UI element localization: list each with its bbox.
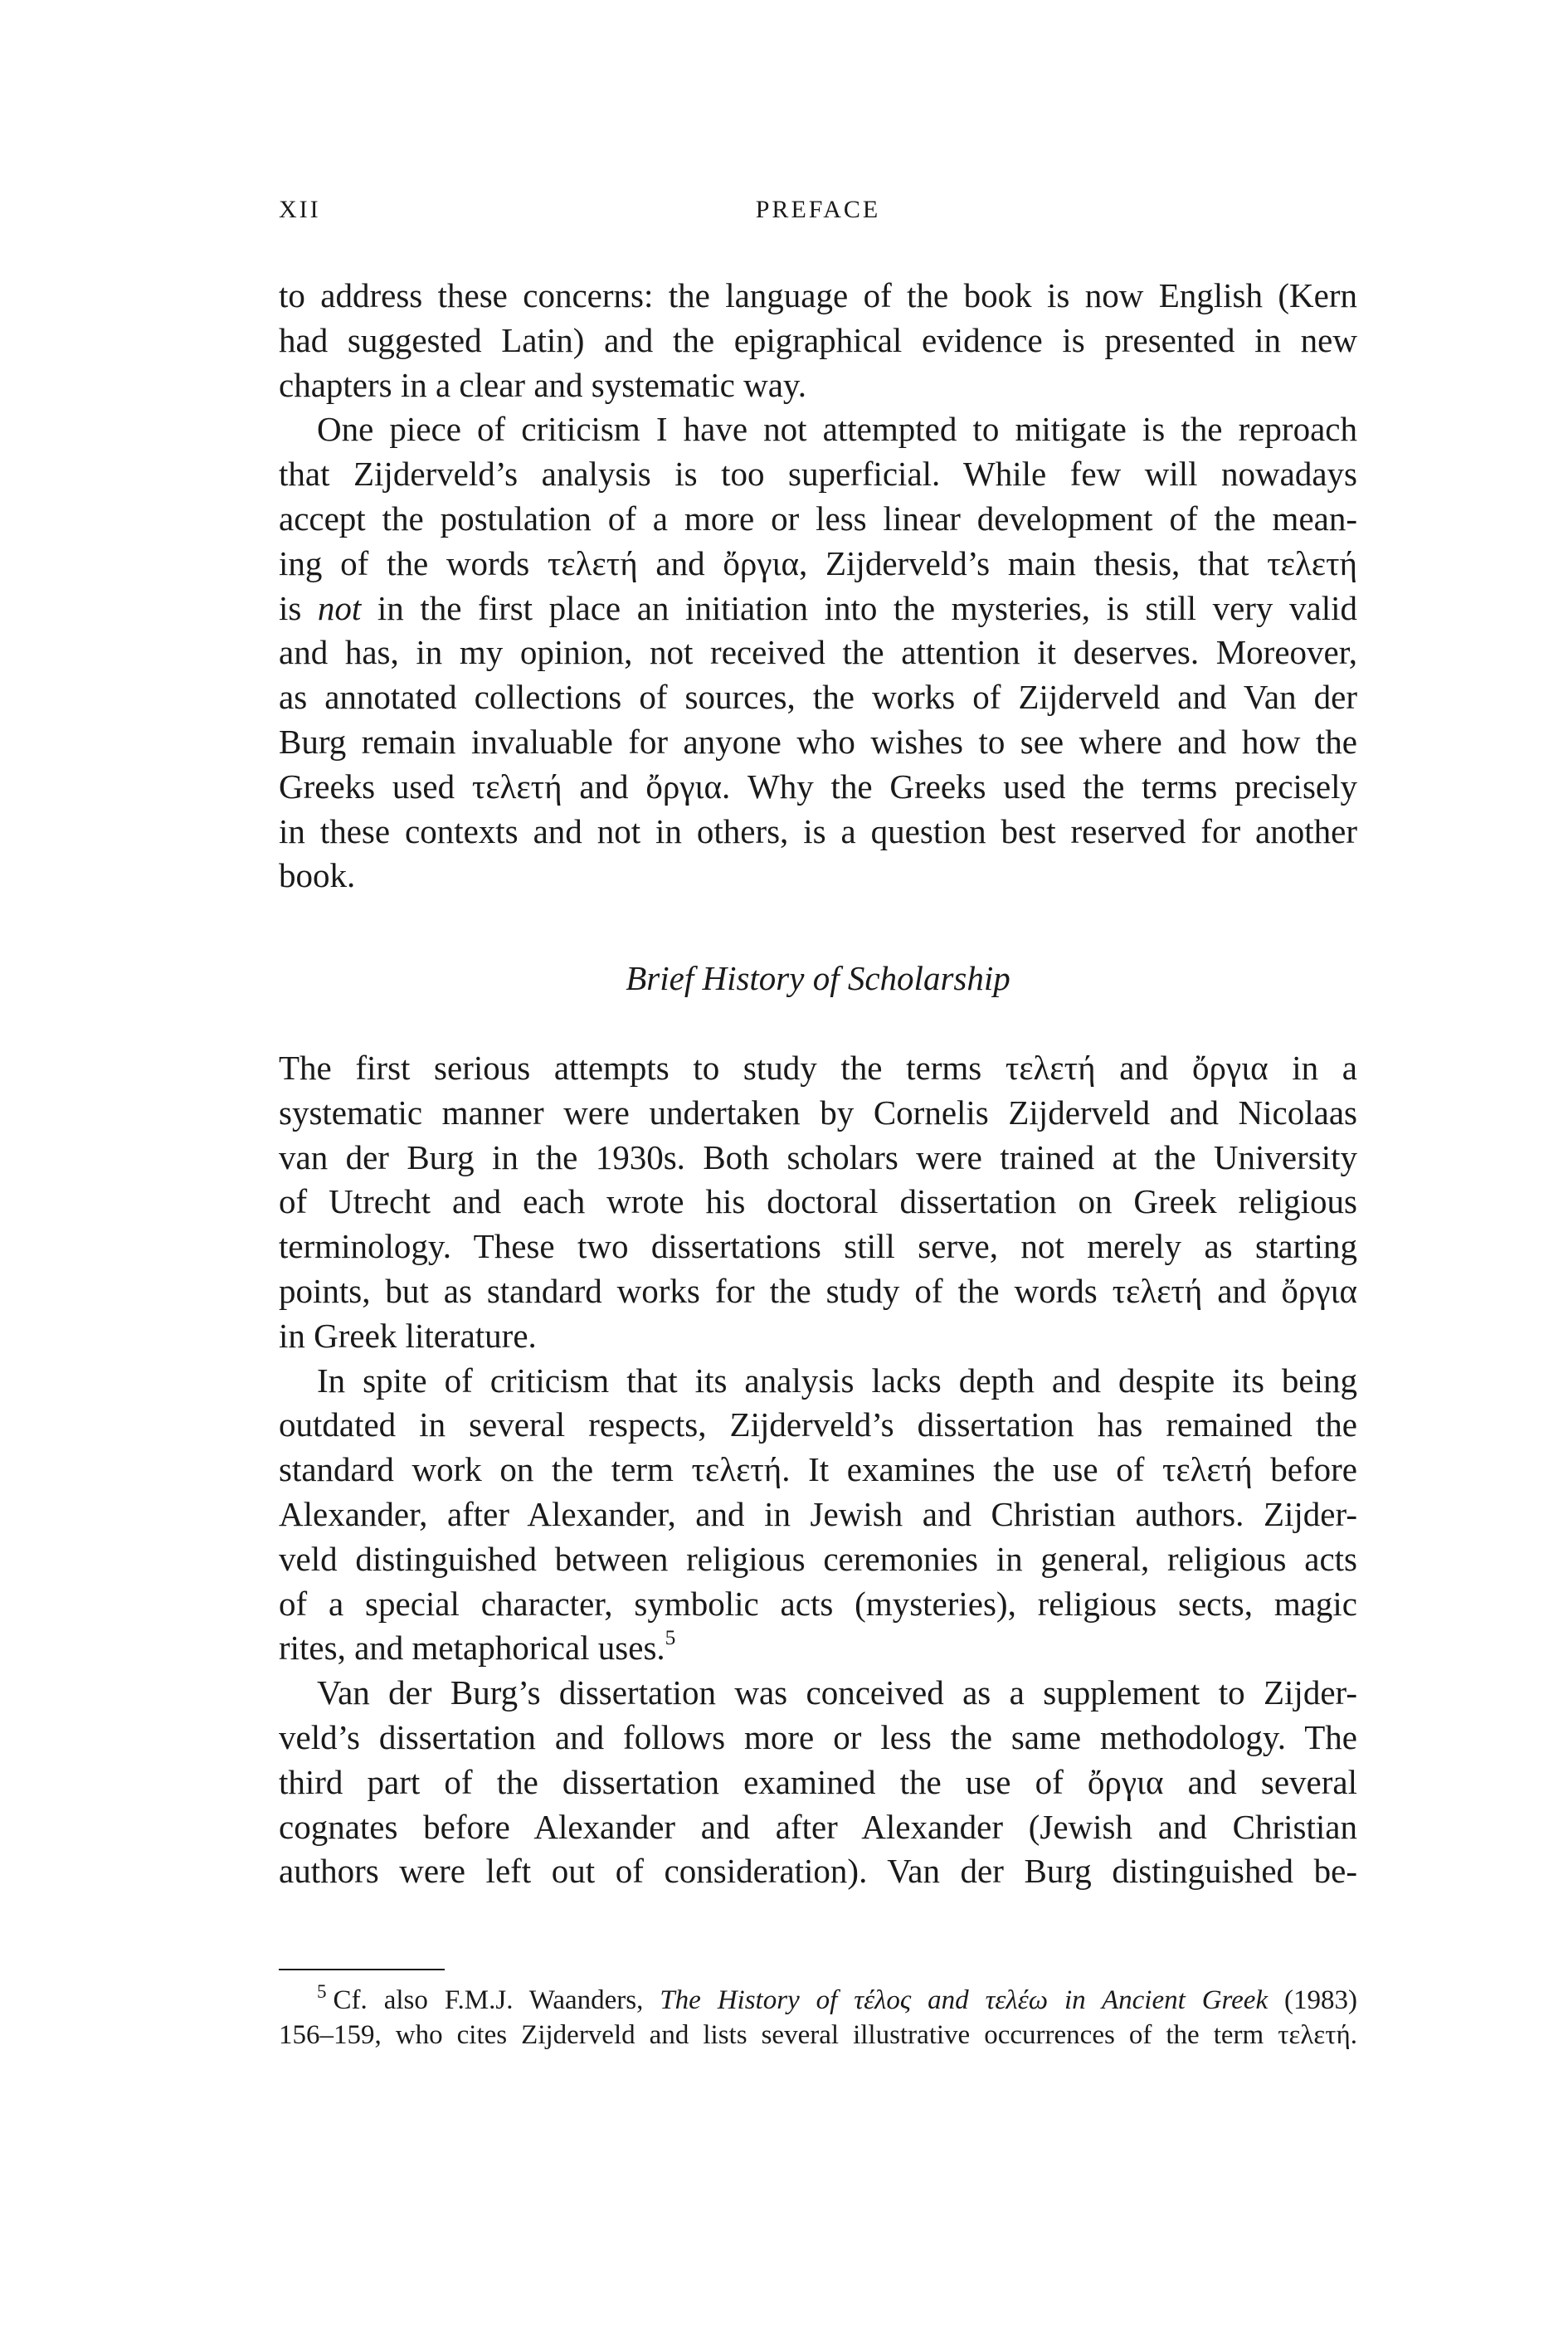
text-line: that Zijderveld’s analysis is too superficial. While few will nowadays	[279, 455, 1357, 494]
text-line-with-emphasis	[279, 587, 1357, 631]
text-line: outdated in several respects, Zijderveld’s dissertation has remained the	[279, 1405, 1357, 1444]
footnote-divider	[279, 1969, 445, 1970]
text-line: as annotated collections of sources, the works of Zijderveld and Van der	[279, 678, 1357, 717]
text-line: in these contexts and not in others, is a question best reserved for another	[279, 811, 1357, 850]
page-header	[279, 196, 1357, 237]
text-line: points, but as standard works for the study of the words τελετή and ὄργια	[279, 1271, 1357, 1310]
text-line: systematic manner were undertaken by Cornelis Zijderveld and Nicolaas	[279, 1093, 1357, 1132]
text-line: to address these concerns: the language of the book is now English (Kern	[279, 276, 1357, 314]
cited-title: The History of τέλος and τελέω in Ancient Greek	[660, 1985, 1269, 2015]
text-line: Alexander, after Alexander, and in Jewish and Christian authors. Zijder-	[279, 1494, 1357, 1533]
footnote-number: 5	[317, 1983, 327, 2003]
text-line: veld’s dissertation and follows more or less the same methodology. The	[279, 1717, 1357, 1756]
paragraph-2	[279, 407, 1357, 898]
text-line: book.	[279, 856, 356, 895]
text-line: Burg remain invaluable for anyone who wishes to see where and how the	[279, 722, 1357, 761]
text-line: In spite of criticism that its analysis lacks depth and despite its being	[317, 1361, 1357, 1400]
text-line: in Greek literature.	[279, 1316, 537, 1355]
text-line: third part of the dissertation examined the use of ὄργια and several	[279, 1762, 1357, 1801]
text-segment: Cf. also F.M.J. Waanders,	[333, 1985, 660, 2015]
text-segment: is	[279, 588, 318, 627]
text-line: Van der Burg’s dissertation was conceived as a supplement to Zijder-	[317, 1673, 1357, 1712]
footnote	[279, 1983, 1357, 2053]
paragraph-1	[279, 274, 1357, 407]
text-line: terminology. These two dissertations still serve, not merely as starting	[279, 1227, 1357, 1266]
emphasis-not: not	[317, 588, 362, 627]
text-line: of Utrecht and each wrote his doctoral dissertation on Greek religious	[279, 1182, 1357, 1221]
text-line: accept the postulation of a more or less linear development of the mean-	[279, 499, 1357, 538]
paragraph-4	[279, 1359, 1357, 1672]
paragraph-5	[279, 1671, 1357, 1894]
running-head: PREFACE	[755, 196, 881, 223]
text-line: veld distinguished between religious ceremonies in general, religious acts	[279, 1539, 1357, 1578]
main-text	[279, 274, 1357, 1894]
text-segment: (1983)	[1268, 1985, 1357, 2015]
spacer	[279, 1001, 1357, 1046]
text-line: The first serious attempts to study the terms τελετή and ὄργια in a	[279, 1048, 1357, 1087]
footnote-reference[interactable]: 5	[665, 1626, 676, 1650]
text-line: had suggested Latin) and the epigraphical evidence is presented in new	[279, 320, 1357, 359]
footnote-line	[279, 1983, 1357, 2018]
spacer	[279, 898, 1357, 957]
text-line: standard work on the term τελετή. It examines the use of τελετή before	[279, 1450, 1357, 1489]
text-line: ing of the words τελετή and ὄργια, Zijderveld’s main thesis, that τελετή	[279, 543, 1357, 582]
text-line: cognates before Alexander and after Alexander (Jewish and Christian	[279, 1807, 1357, 1846]
text-line: van der Burg in the 1930s. Both scholars were trained at the University	[279, 1137, 1357, 1176]
text-line: and has, in my opinion, not received the attention it deserves. Moreover,	[279, 633, 1357, 672]
text-line: One piece of criticism I have not attempted to mitigate is the reproach	[317, 410, 1357, 449]
text-segment: in the first place an initiation into the mysteries, is still very valid	[361, 588, 1357, 627]
footnote-line: 156–159, who cites Zijderveld and lists several illustrative occurrences of the term τελετή.	[279, 2020, 1357, 2050]
text-line: chapters in a clear and systematic way.	[279, 365, 806, 404]
text-line	[279, 1626, 1357, 1671]
text-line: Greeks used τελετή and ὄργια. Why the Greeks used the terms precisely	[279, 767, 1357, 806]
text-line: authors were left out of consideration). Van der Burg distinguished be-	[279, 1852, 1357, 1891]
paragraph-3	[279, 1046, 1357, 1359]
section-heading: Brief History of Scholarship	[626, 959, 1010, 998]
text-segment: rites, and metaphorical uses.	[279, 1629, 665, 1668]
text-line: of a special character, symbolic acts (mysteries), religious sects, magic	[279, 1584, 1357, 1623]
page-number: XII	[279, 196, 321, 223]
